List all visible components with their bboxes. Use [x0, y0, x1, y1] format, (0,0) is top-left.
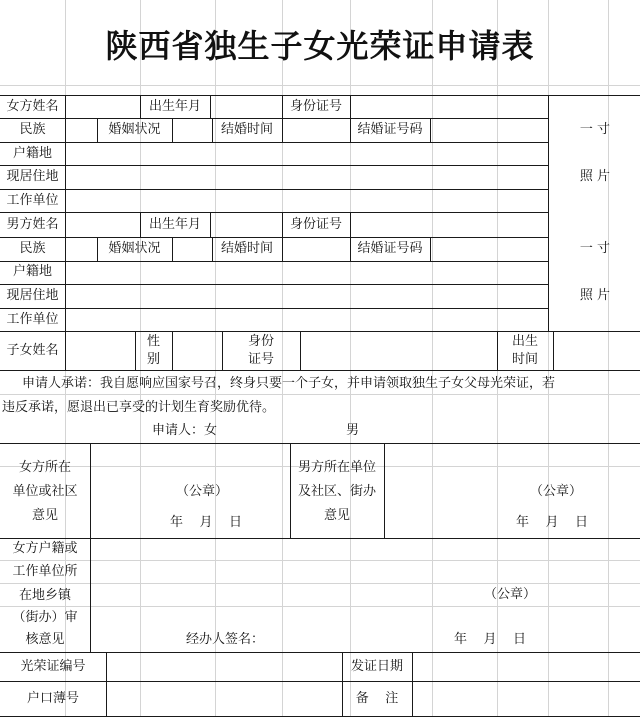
remarks-label: 备 注 [355, 691, 399, 706]
male-address-label: 现居住地 [6, 288, 59, 303]
female-opinion-label-2: 单位或社区 [12, 484, 78, 499]
cert-number-label: 光荣证编号 [20, 659, 86, 674]
male-ethnicity-label: 民族 [19, 241, 46, 256]
child-birth-label-1: 出生 [511, 334, 538, 349]
male-opinion-label-2: 及社区、街办 [297, 484, 376, 499]
township-date: 年 月 日 [454, 632, 527, 647]
issue-date-label: 发证日期 [350, 659, 403, 674]
female-marriage-cert-label: 结婚证号码 [357, 122, 423, 137]
male-photo-label-1: 一 寸 [579, 241, 611, 256]
male-opinion-date: 年 月 日 [516, 515, 589, 530]
pledge-text-line-1: 申请人承诺：我自愿响应国家号召，终身只要一个子女，并申请领取独生子女父母光荣证，若 [22, 376, 556, 391]
child-name-label: 子女姓名 [6, 343, 59, 358]
child-id-label-2: 证号 [247, 352, 274, 367]
female-photo-label-1: 一 寸 [579, 122, 611, 137]
female-id-label: 身份证号 [289, 99, 342, 114]
female-ethnicity-label: 民族 [19, 122, 46, 137]
female-photo-label-2: 照 片 [579, 169, 611, 184]
male-name-label: 男方姓名 [6, 217, 59, 232]
female-opinion-seal: （公章） [176, 484, 229, 499]
female-name-label: 女方姓名 [6, 99, 59, 114]
female-hukou-label: 户籍地 [12, 146, 52, 161]
child-birth-label-2: 时间 [511, 352, 538, 367]
child-gender-label-1: 性 [146, 334, 160, 349]
township-label-5: 核意见 [25, 632, 65, 647]
male-marital-label: 婚姻状况 [108, 241, 161, 256]
male-marriage-time-label: 结婚时间 [220, 241, 273, 256]
township-label-3: 在地乡镇 [18, 588, 71, 603]
male-opinion-label-3: 意见 [323, 508, 350, 523]
female-marriage-time-label: 结婚时间 [220, 122, 273, 137]
male-marriage-cert-label: 结婚证号码 [357, 241, 423, 256]
female-work-label: 工作单位 [6, 193, 59, 208]
male-id-label: 身份证号 [289, 217, 342, 232]
township-seal: （公章） [484, 587, 537, 602]
township-label-1: 女方户籍或 [12, 541, 78, 556]
female-opinion-label-1: 女方所在 [18, 460, 71, 475]
applicant-female-label: 申请人：女 [152, 423, 218, 438]
male-opinion-label-1: 男方所在单位 [297, 460, 376, 475]
township-label-2: 工作单位所 [12, 564, 78, 579]
female-opinion-date: 年 月 日 [170, 515, 243, 530]
male-photo-label-2: 照 片 [579, 288, 611, 303]
male-hukou-label: 户籍地 [12, 264, 52, 279]
hukou-book-label: 户口薄号 [26, 691, 79, 706]
pledge-text-line-2: 违反承诺，愿退出已享受的计划生育奖励优待。 [2, 400, 276, 415]
form-title: 陕西省独生子女光荣证申请表 [105, 27, 535, 65]
male-work-label: 工作单位 [6, 312, 59, 327]
female-opinion-label-3: 意见 [31, 508, 58, 523]
male-birth-label: 出生年月 [148, 217, 201, 232]
female-marital-label: 婚姻状况 [108, 122, 161, 137]
child-id-label-1: 身份 [247, 334, 274, 349]
township-label-4: （街办）审 [12, 610, 78, 625]
male-opinion-seal: （公章） [530, 484, 583, 499]
handler-signature-label: 经办人签名： [186, 632, 265, 647]
female-birth-label: 出生年月 [148, 99, 201, 114]
female-address-label: 现居住地 [6, 169, 59, 184]
applicant-male-label: 男 [346, 423, 360, 438]
child-gender-label-2: 别 [146, 352, 160, 367]
